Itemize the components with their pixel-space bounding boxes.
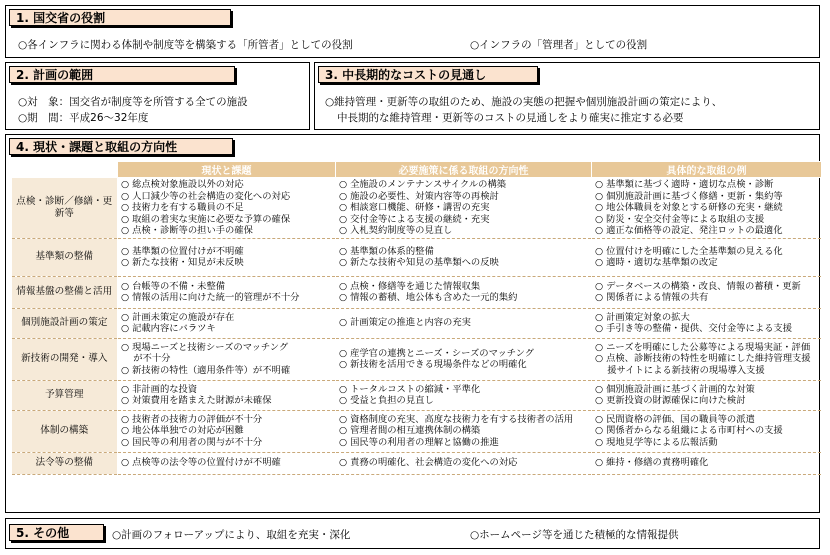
section-other [5,518,820,549]
list-item: ○ 個別施設計画に基づく計画的な対策 [595,383,755,395]
role-manager-text: ○インフラの「管理者」としての役割 [470,39,648,51]
row-directions [336,410,592,452]
list-item: ○ 新たな技術・知見が未反映 [121,257,244,268]
header-corner [12,162,118,178]
row-issues [118,410,336,452]
list-item: ○ 計画未策定の施設が存在 [121,311,235,323]
list-item: ○ 取組の着実な実施に必要な予算の確保 [121,213,291,225]
section-issues-title: 4. 現状・課題と取組の方向性 [9,138,233,155]
list-item: ○ 維持・修繕の責務明確化 [595,457,709,469]
row-category: 法令等の整備 [12,452,118,474]
list-item: ○ 責務の明確化、社会構造の変化への対応 [339,457,518,469]
scope-target-text: ○対 象：国交省が制度等を所管する全ての施設 [18,96,248,108]
row-category: 予算管理 [12,380,118,410]
list-item: ○ 対策費用を踏まえた財源が未確保 [121,395,272,406]
row-category: 基準類の整備 [12,238,118,276]
list-item: ○ 点検等の法令等の位置付けが不明確 [121,457,281,469]
row-examples [592,380,822,410]
list-item: が不十分 [121,353,171,365]
header-issues: 現状と課題 [118,162,336,178]
list-item: ○ 基準類の体系的整備 [339,245,434,257]
section-issues-directions [5,134,820,513]
list-item: ○ 国民等の利用者の関与が不十分 [121,436,263,448]
row-examples [592,276,822,308]
list-item: ○ 点検・修繕等を通じた情報収集 [339,280,481,292]
list-item: ○ 計画策定対象の拡大 [595,311,690,323]
row-directions [336,308,592,338]
list-item: ○ 台帳等の不備・未整備 [121,280,226,292]
row-issues [118,380,336,410]
table-row [12,178,822,239]
row-examples [592,238,822,276]
row-directions [336,338,592,380]
row-examples [592,308,822,338]
other-website-text: ○ホームページ等を通じた積極的な情報提供 [470,529,679,541]
table-row [12,308,822,338]
table-row [12,410,822,452]
list-item: ○ 点検・診断等の担い手の確保 [121,225,253,236]
table-header-row [12,162,822,178]
list-item: ○ 交付金等による支援の継続・充実 [339,213,490,225]
row-category: 点検・診断／修繕・更新等 [12,178,118,239]
list-item: ○ 技術者の技術力の評価が不十分 [121,413,263,425]
list-item: ○ 人口減少等の社会構造の変化への対応 [121,190,291,202]
issues-table [11,161,822,475]
header-directions: 必要施策に係る取組の方向性 [336,162,592,178]
list-item: ○ 情報の活用に向けた統一的管理が不十分 [121,292,300,303]
list-item: ○ 適正な価格等の設定、発注ロットの最適化 [595,225,783,236]
row-directions [336,178,592,239]
other-followup-text: ○計画のフォローアップにより、取組を充実・深化 [112,529,351,541]
list-item: ○ 新たな技術や知見の基準類への反映 [339,257,499,268]
list-item: ○ 位置付けを明確にした全基準類の見える化 [595,245,783,257]
row-category: 体制の構築 [12,410,118,452]
table-row [12,276,822,308]
list-item: ○ 地公体職員を対象とする研修の充実・継続 [595,202,783,213]
list-item: ○ 計画策定の推進と内容の充実 [339,317,471,329]
section-cost-outlook [314,62,820,130]
list-item: ○ 基準類に基づく適時・適切な点検・診断 [595,179,774,190]
role-owner-text: ○各インフラに関わる体制や制度等を構築する「所管者」としての役割 [18,39,353,51]
list-item: ○ 記載内容にバラツキ [121,323,216,334]
table-row [12,380,822,410]
row-issues [118,338,336,380]
list-item: ○ 産学官の連携とニーズ・シーズのマッチング [339,347,535,359]
row-examples [592,410,822,452]
row-examples [592,178,822,239]
list-item: 援サイトによる新技術の現場導入支援 [595,364,765,376]
section-role [5,5,820,58]
list-item: ○ 民間資格の評価、国の職員等の派遣 [595,413,755,425]
list-item: ○ 防災・安全交付金等による取組の支援 [595,213,765,225]
list-item: ○ 相談窓口機能、研修・講習の充実 [339,202,490,213]
row-examples [592,338,822,380]
row-category: 新技術の開発・導入 [12,338,118,380]
list-item: ○ 国民等の利用者の理解と協働の推進 [339,436,499,448]
scope-period-text: ○期 間：平成26～32年度 [18,112,149,124]
table-row [12,238,822,276]
row-directions [336,238,592,276]
list-item: ○ 総点検対象施設以外の対応 [121,179,244,190]
list-item: ○ 技術力を有する職員の不足 [121,202,244,213]
list-item: ○ 全施設のメンテナンスサイクルの構築 [339,179,507,190]
list-item: ○ 新技術の特性（適用条件等）が不明確 [121,364,291,376]
section-scope-title: 2. 計画の範囲 [9,66,235,83]
list-item: ○ 関係者による情報の共有 [595,292,709,303]
row-category: 個別施設計画の策定 [12,308,118,338]
list-item: ○ 管理者間の相互連携体制の構築 [339,425,481,437]
list-item: ○ 手引き等の整備・提供、交付金等による支援 [595,323,793,334]
row-issues [118,452,336,474]
list-item: ○ 受益と負担の見直し [339,395,434,406]
cost-outlook-line-2: 中長期的な維持管理・更新等のコストの見通しをより確実に推定する必要 [337,112,684,124]
list-item: ○ トータルコストの縮減・平準化 [339,383,481,395]
list-item: ○ 適時・適切な基準類の改定 [595,257,718,268]
list-item: ○ 関係者からなる組織による市町村への支援 [595,425,783,437]
list-item: ○ 施設の必要性、対策内容等の再検討 [339,190,499,202]
header-examples: 具体的な取組の例 [592,162,822,178]
row-examples [592,452,822,474]
list-item: ○ 地公体単独での対応が困難 [121,425,244,437]
table-row [12,452,822,474]
section-other-title: 5. その他 [9,524,104,541]
row-category: 情報基盤の整備と活用 [12,276,118,308]
list-item: ○ 新技術を活用できる現場条件などの明確化 [339,359,527,370]
list-item: ○ 入札契約制度等の見直し [339,225,453,236]
list-item: ○ データベースの構築・改良、情報の蓄積・更新 [595,280,801,292]
list-item: ○ 資格制度の充実、高度な技術力を有する技術者の活用 [339,413,574,425]
list-item: ○ 現地見学等による広報活動 [595,436,718,448]
section-role-title: 1. 国交省の役割 [9,9,231,26]
list-item: ○ 個別施設計画に基づく修繕・更新・集約等 [595,190,783,202]
row-issues [118,178,336,239]
list-item: ○ 点検、診断技術の特性を明確にした維持管理支援 [595,353,811,365]
list-item: ○ 基準類の位置付けが不明確 [121,245,244,257]
row-issues [118,238,336,276]
row-issues [118,276,336,308]
list-item: ○ 非計画的な投資 [121,383,198,395]
row-directions [336,276,592,308]
list-item: ○ 更新投資の財源確保に向けた検討 [595,395,746,406]
row-issues [118,308,336,338]
list-item: ○ 現場ニーズと技術シーズのマッチング [121,341,289,353]
section-cost-outlook-title: 3. 中長期的なコストの見通し [318,66,538,83]
row-directions [336,452,592,474]
cost-outlook-line-1: ○維持管理・更新等の取組のため、施設の実態の把握や個別施設計画の策定により、 [325,96,723,108]
list-item: ○ 情報の蓄積、地公体も含めた一元的集約 [339,292,518,303]
row-directions [336,380,592,410]
list-item: ○ ニーズを明確にした公募等による現場実証・評価 [595,341,811,353]
section-scope [5,62,310,130]
table-row [12,338,822,380]
